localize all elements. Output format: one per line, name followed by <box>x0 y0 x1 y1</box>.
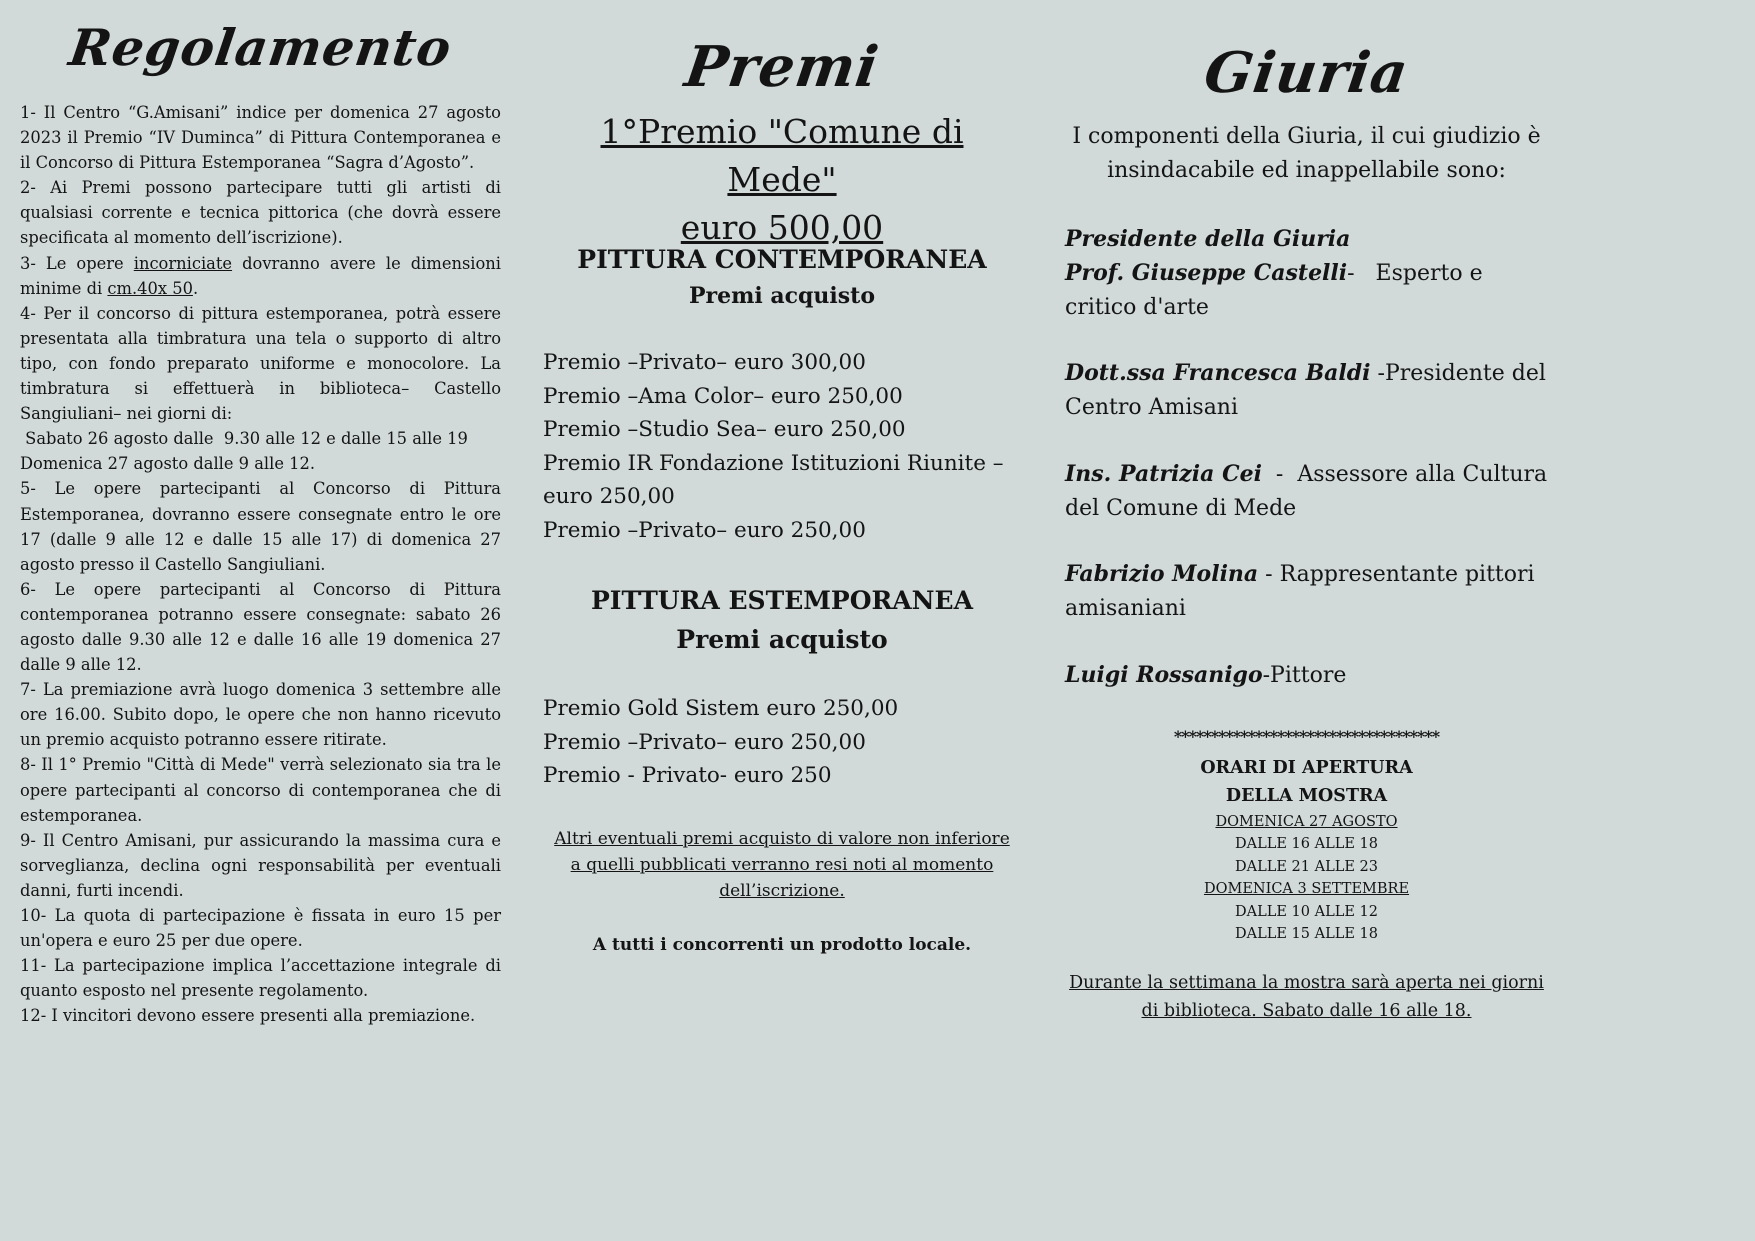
first-prize-name: 1°Premio "Comune di Mede" <box>600 112 964 199</box>
star-divider: ************************************ <box>1173 727 1440 746</box>
rule-11: 11- La partecipazione implica l’accettazione integrale di quanto esposto nel presente regolamento. <box>20 956 501 1001</box>
contemporanea-prize-list <box>543 346 1021 547</box>
jury-member <box>1065 659 1548 693</box>
opening-hours-slot: DALLE 16 ALLE 18 <box>1235 836 1378 853</box>
premi-title: Premi <box>680 34 884 100</box>
opening-hours-title <box>1065 754 1548 810</box>
prize-item: Premio –Privato– euro 250,00 <box>543 517 866 543</box>
local-product-note: A tutti i concorrenti un prodotto locale. <box>592 935 972 955</box>
rule-4-sunday: Domenica 27 agosto dalle 9 alle 12. <box>20 454 316 474</box>
jury-member-name: Dott.ssa Francesca Baldi <box>1065 360 1371 386</box>
opening-hours-slot: DALLE 10 ALLE 12 <box>1235 903 1378 920</box>
president-label: Presidente della Giuria <box>1065 226 1351 252</box>
prize-item: Premio - Privato- euro 250 <box>543 763 832 788</box>
regolamento-title: Regolamento <box>65 18 456 77</box>
jury-member-role: - Assessore alla Cultura del Comune di Mede <box>1065 462 1555 521</box>
jury-member-name: Fabrizio Molina <box>1065 561 1259 587</box>
opening-hours-day: DOMENICA 27 AGOSTO <box>1215 814 1398 830</box>
estemporanea-heading: PITTURA ESTEMPORANEA <box>591 586 973 615</box>
rule-5: 5- Le opere partecipanti al Concorso di Pittura Estemporanea, dovranno essere consegnate entro le ore 17 (dalle 9 alle 12 e dalle 15 alle 17) di domenica 27 agosto presso il Castello Sangiuliani. <box>20 479 501 574</box>
jury-member <box>1065 357 1553 424</box>
jury-member-role: -Presidente del Centro Amisani <box>1065 361 1553 420</box>
contemporanea-subheading: Premi acquisto <box>688 283 876 309</box>
jury-member <box>1065 458 1555 525</box>
rule-9: 9- Il Centro Amisani, pur assicurando la massima cura e sorveglianza, declina ogni responsabilità per eventuali danni, furti incendi. <box>20 830 501 900</box>
jury-member-name: Luigi Rossanigo <box>1065 662 1263 688</box>
first-prize <box>543 108 1021 252</box>
prize-item: Premio –Privato– euro 300,00 <box>543 350 866 375</box>
rule-10: 10- La quota di partecipazione è fissata in euro 15 per un'opera e euro 25 per due opere. <box>20 906 501 951</box>
contemporanea-heading: PITTURA CONTEMPORANEA <box>577 245 987 274</box>
first-prize-amount: euro 500,00 <box>680 208 884 247</box>
jury-member <box>1065 257 1548 324</box>
rule-8: 8- Il 1° Premio "Città di Mede" verrà selezionato sia tra le opere partecipanti al concorso di contemporanea che di estemporanea. <box>20 755 501 825</box>
prize-item: Premio –Ama Color– euro 250,00 <box>543 383 903 409</box>
prize-item: Premio –Studio Sea– euro 250,00 <box>543 417 906 442</box>
jury-member-role: - Rappresentante pittori amisaniani <box>1065 562 1542 621</box>
rule-1: 1- Il Centro “G.Amisani” indice per domenica 27 agosto 2023 il Premio “IV Duminca” di Pittura Contemporanea e il Concorso di Pittura Estemporanea “Sagra d’Agosto”. <box>20 103 501 173</box>
opening-hours-day: DOMENICA 3 SETTEMBRE <box>1203 881 1410 898</box>
rule-3-framed: incorniciate <box>133 253 233 273</box>
rule-12: 12- I vincitori devono essere presenti alla premiazione. <box>20 1006 476 1026</box>
opening-hours-title-line2: DELLA MOSTRA <box>1225 786 1388 806</box>
prize-item: Premio IR Fondazione Istituzioni Riunite –euro 250,00 <box>543 450 1004 509</box>
jury-member-role: -Pittore <box>1262 663 1347 688</box>
jury-member-name: Prof. Giuseppe Castelli <box>1065 260 1348 286</box>
prize-item: Premio –Privato– euro 250,00 <box>543 729 866 755</box>
rule-4: 4- Per il concorso di pittura estemporanea, potrà essere presentata alla timbratura una tela o supporto di altro tipo, con fondo preparato uniforme e monocolore. La timbratura si effettuerà in biblioteca– Castello Sangiuliani– nei giorni di: <box>20 303 501 424</box>
weekday-opening-note: Durante la settimana la mostra sarà aperta nei giorni di biblioteca. Sabato dalle 16 alle 18. <box>1069 973 1544 1021</box>
giuria-intro: I componenti della Giuria, il cui giudizio è insindacabile ed inappellabile sono: <box>1072 124 1541 183</box>
rule-3-text-a: 3- Le opere <box>20 253 134 273</box>
rule-7: 7- La premiazione avrà luogo domenica 3 settembre alle ore 16.00. Subito dopo, le opere che non hanno ricevuto un premio acquisto potranno essere ritirate. <box>20 680 501 750</box>
rule-6: 6- Le opere partecipanti al Concorso di Pittura contemporanea potranno essere consegnate: sabato 26 agosto dalle 9.30 alle 12 e dalle 16 alle 19 domenica 27 dalle 9 alle 12. <box>20 579 501 675</box>
opening-hours-slot: DALLE 15 ALLE 18 <box>1235 926 1378 943</box>
rule-2: 2- Ai Premi possono partecipare tutti gli artisti di qualsiasi corrente e tecnica pittorica (che dovrà essere specificata al momento dell’iscrizione). <box>20 178 501 248</box>
giuria-title: Giuria <box>1200 40 1413 106</box>
rules-list <box>20 100 501 1028</box>
opening-hours-title-line1: ORARI DI APERTURA <box>1200 758 1413 778</box>
jury-member-role: - Esperto e critico d'arte <box>1065 261 1490 320</box>
rule-4-saturday: Sabato 26 agosto dalle 9.30 alle 12 e dalle 15 alle 19 <box>20 429 468 449</box>
rule-3-text-c: . <box>192 278 199 298</box>
jury-member <box>1065 558 1548 625</box>
jury-member-name: Ins. Patrizia Cei <box>1065 461 1262 487</box>
prize-item: Premio Gold Sistem euro 250,00 <box>543 696 899 721</box>
estemporanea-prize-list <box>543 692 1021 793</box>
rule-3-text-b: dovranno avere le dimensioni minime di <box>20 253 501 298</box>
estemporanea-subheading: Premi acquisto <box>676 625 888 654</box>
opening-hours-list <box>1065 811 1548 945</box>
additional-prizes-note: Altri eventuali premi acquisto di valore non inferiore a quelli pubblicati verranno resi noti al momento dell’iscrizione. <box>554 829 1010 901</box>
rule-3 <box>20 251 501 301</box>
opening-hours-slot: DALLE 21 ALLE 23 <box>1235 858 1378 875</box>
rule-3-size: cm.40x 50 <box>107 278 193 298</box>
